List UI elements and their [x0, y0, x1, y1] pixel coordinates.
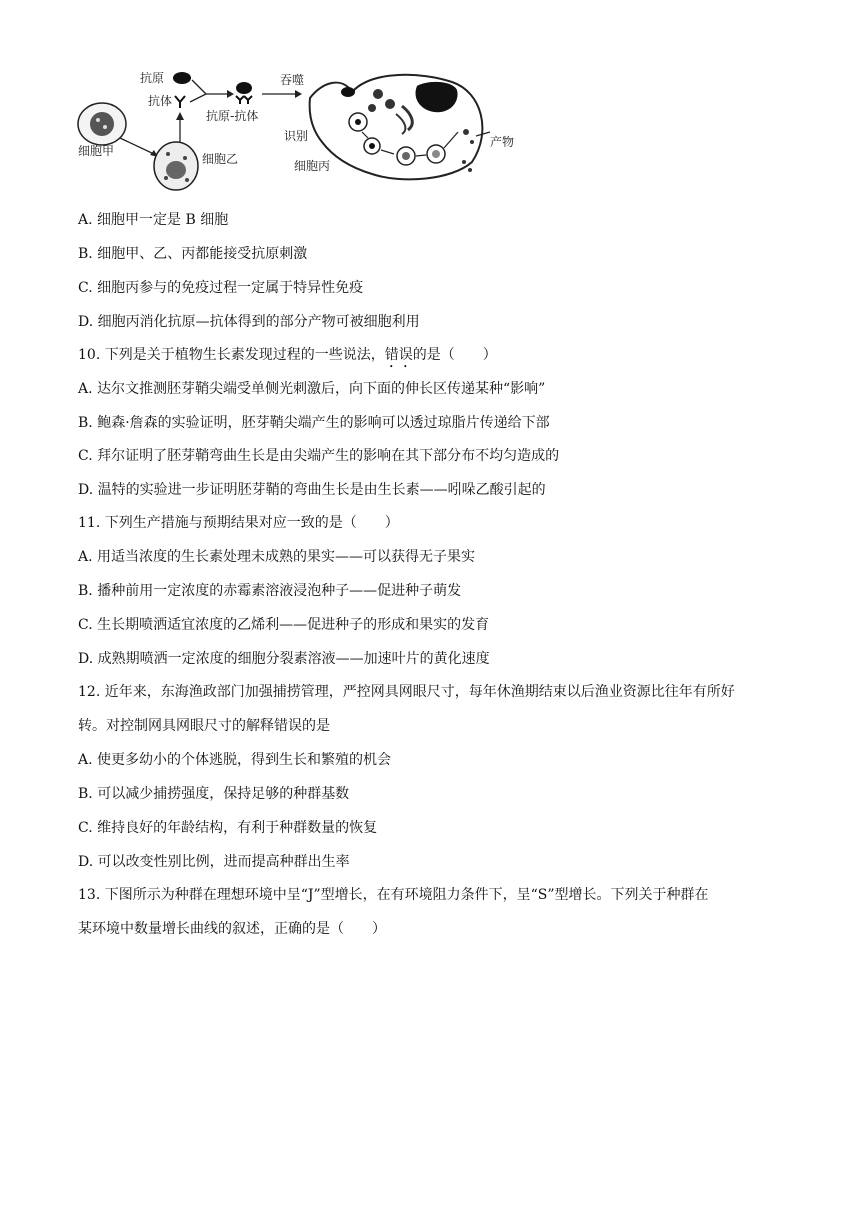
q12-option-c: C. 维持良好的年龄结构，有利于种群数量的恢复 [78, 820, 378, 836]
cell-a-drawing [78, 103, 126, 145]
immune-cell-figure [72, 62, 542, 198]
q12-option-b: B. 可以减少捕捞强度，保持足够的种群基数 [78, 786, 350, 802]
q12-stem-line2: 转。对控制网具网眼尺寸的解释错误的是 [78, 718, 330, 734]
q9-option-c: C. 细胞丙参与的免疫过程一定属于特异性免疫 [78, 280, 364, 296]
cell-b-drawing [154, 142, 198, 190]
antigen-label: 抗原 [140, 71, 165, 85]
q10-option-b: B. 鲍森·詹森的实验证明，胚芽鞘尖端产生的影响可以透过琼脂片传递给下部 [78, 415, 550, 431]
q12-option-d: D. 可以改变性别比例，进而提高种群出生率 [78, 854, 350, 870]
q10-stem-after: 的是（ ） [412, 347, 497, 363]
q12-stem-line1: 12. 近年来，东海渔政部门加强捕捞管理，严控网具网眼尺寸，每年休渔期结束以后渔业资源比往年有所好 [78, 684, 735, 700]
q10-stem-emphasis: 错误 [384, 347, 413, 363]
complex-label: 抗原-抗体 [206, 109, 259, 123]
q13-stem-line1: 13. 下图所示为种群在理想环境中呈“J”型增长，在有环境阻力条件下，呈“S”型增长。下列关于种群在 [78, 887, 709, 903]
cell-b-label: 细胞乙 [202, 152, 239, 166]
q9-option-a: A. 细胞甲一定是 B 细胞 [78, 212, 229, 228]
antibody-label: 抗体 [148, 94, 173, 108]
q11-option-d: D. 成熟期喷洒一定浓度的细胞分裂素溶液——加速叶片的黄化速度 [78, 651, 490, 667]
q11-stem: 11. 下列生产措施与预期结果对应一致的是（ ） [78, 515, 399, 531]
q10-option-c: C. 拜尔证明了胚芽鞘弯曲生长是由尖端产生的影响在其下部分布不均匀造成的 [78, 448, 560, 464]
product-label: 产物 [490, 135, 515, 149]
q13-stem-line2: 某环境中数量增长曲线的叙述，正确的是（ ） [78, 921, 386, 937]
q11-option-c: C. 生长期喷洒适宜浓度的乙烯利——促进种子的形成和果实的发育 [78, 617, 490, 633]
engulf-label: 吞噬 [280, 73, 305, 87]
cell-c-label: 细胞丙 [294, 159, 331, 173]
q10-option-a: A. 达尔文推测胚芽鞘尖端受单侧光刺激后，向下面的伸长区传递某种“影响” [78, 381, 546, 397]
q10-stem-before: 10. 下列是关于植物生长素发现过程的一些说法， [78, 347, 385, 363]
antigen-antibody-complex [236, 82, 252, 104]
q11-option-a: A. 用适当浓度的生长素处理未成熟的果实——可以获得无子果实 [78, 549, 476, 565]
cell-a-label: 细胞甲 [78, 144, 115, 158]
cell-c-nucleus [416, 82, 458, 112]
q9-option-d: D. 细胞丙消化抗原—抗体得到的部分产物可被细胞利用 [78, 314, 420, 330]
q10-stem [78, 345, 497, 371]
q11-option-b: B. 播种前用一定浓度的赤霉素溶液浸泡种子——促进种子萌发 [78, 583, 462, 599]
recognize-label: 识别 [284, 129, 309, 143]
antibody-shape [175, 96, 185, 108]
immune-diagram [72, 62, 542, 198]
q9-option-b: B. 细胞甲、乙、丙都能接受抗原刺激 [78, 246, 308, 262]
antigen-shape [173, 72, 191, 84]
q10-option-d: D. 温特的实验进一步证明胚芽鞘的弯曲生长是由生长素——吲哚乙酸引起的 [78, 482, 546, 498]
q12-option-a: A. 使更多幼小的个体逃脱，得到生长和繁殖的机会 [78, 752, 392, 768]
